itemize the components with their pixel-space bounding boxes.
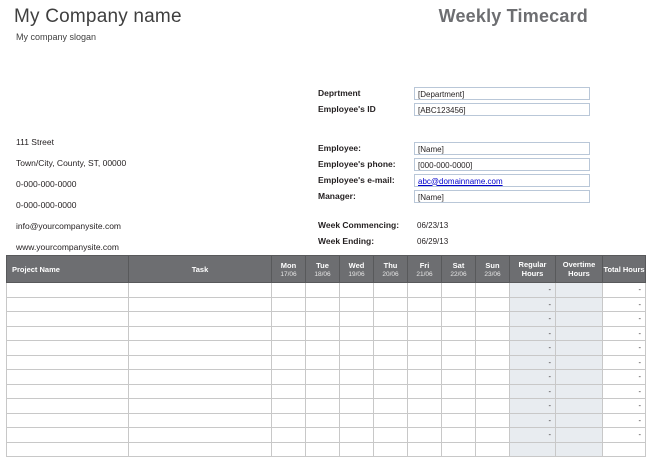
address-line: 111 Street xyxy=(16,137,54,147)
table-row xyxy=(7,370,646,385)
cell-day-hours[interactable] xyxy=(272,341,306,356)
page-title: Weekly Timecard xyxy=(438,6,588,26)
form-row xyxy=(316,141,590,155)
column-header xyxy=(556,256,603,283)
column-header xyxy=(476,256,510,283)
table-row xyxy=(7,326,646,341)
cell-day-hours[interactable] xyxy=(408,297,442,312)
cell-day-hours[interactable] xyxy=(374,442,408,457)
column-header xyxy=(7,256,129,283)
company-slogan: My company slogan xyxy=(16,32,97,42)
company-address-block xyxy=(16,138,126,264)
cell-project-name[interactable] xyxy=(7,341,129,356)
field-value-input[interactable]: 06/23/13 xyxy=(417,220,449,230)
timecard-table-wrapper xyxy=(6,255,645,457)
cell-day-hours[interactable] xyxy=(340,399,374,414)
cell-day-hours[interactable] xyxy=(340,326,374,341)
field-label: Employee's phone: xyxy=(318,159,396,169)
cell-day-hours[interactable] xyxy=(476,384,510,399)
cell-day-hours[interactable] xyxy=(442,399,476,414)
cell-day-hours[interactable] xyxy=(408,384,442,399)
column-header-label: Tue xyxy=(316,260,329,270)
cell-total-hours: - xyxy=(603,399,646,414)
cell-day-hours[interactable] xyxy=(476,355,510,370)
cell-day-hours[interactable] xyxy=(374,355,408,370)
column-header-label: Sat xyxy=(452,260,465,270)
cell-day-hours[interactable] xyxy=(476,297,510,312)
column-header xyxy=(306,256,340,283)
cell-task[interactable] xyxy=(129,297,272,312)
cell-day-hours[interactable] xyxy=(374,413,408,428)
cell-day-hours[interactable] xyxy=(340,355,374,370)
cell-project-name[interactable] xyxy=(7,442,129,457)
column-header-label: Wed xyxy=(348,260,365,270)
column-header-label: Project Name xyxy=(12,264,60,274)
address-line: 0-000-000-0000 xyxy=(16,179,77,189)
cell-task[interactable] xyxy=(129,399,272,414)
cell-total-hours: - xyxy=(603,370,646,385)
form-spacer xyxy=(316,205,590,216)
field-value-input[interactable]: [ABC123456] xyxy=(414,103,590,116)
column-header-date: 22/06 xyxy=(450,270,467,278)
cell-day-hours[interactable] xyxy=(408,370,442,385)
field-value-input[interactable]: [Name] xyxy=(414,190,590,203)
cell-day-hours[interactable] xyxy=(408,312,442,327)
form-row xyxy=(316,234,590,248)
form-row xyxy=(316,102,590,116)
cell-day-hours[interactable] xyxy=(408,413,442,428)
cell-day-hours[interactable] xyxy=(442,326,476,341)
cell-task[interactable] xyxy=(129,384,272,399)
form-row xyxy=(316,86,590,100)
cell-project-name[interactable] xyxy=(7,297,129,312)
cell-regular-hours xyxy=(510,442,556,457)
cell-overtime-hours[interactable] xyxy=(556,283,603,298)
cell-day-hours[interactable] xyxy=(442,297,476,312)
cell-task[interactable] xyxy=(129,341,272,356)
cell-task[interactable] xyxy=(129,428,272,443)
table-row xyxy=(7,283,646,298)
cell-regular-hours: - xyxy=(510,297,556,312)
field-label: Week Ending: xyxy=(318,236,375,246)
cell-overtime-hours[interactable] xyxy=(556,341,603,356)
cell-total-hours: - xyxy=(603,297,646,312)
cell-project-name[interactable] xyxy=(7,384,129,399)
table-row xyxy=(7,442,646,457)
field-value-input[interactable]: [Department] xyxy=(414,87,590,100)
cell-regular-hours: - xyxy=(510,341,556,356)
address-line: info@yourcompanysite.com xyxy=(16,221,122,231)
document-header xyxy=(0,0,600,62)
cell-task[interactable] xyxy=(129,355,272,370)
cell-day-hours[interactable] xyxy=(306,355,340,370)
cell-day-hours[interactable] xyxy=(442,312,476,327)
cell-total-hours: - xyxy=(603,341,646,356)
timecard-table-body xyxy=(7,283,646,457)
cell-overtime-hours[interactable] xyxy=(556,399,603,414)
column-header xyxy=(408,256,442,283)
cell-day-hours[interactable] xyxy=(408,355,442,370)
cell-project-name[interactable] xyxy=(7,428,129,443)
cell-day-hours[interactable] xyxy=(442,283,476,298)
cell-day-hours[interactable] xyxy=(374,384,408,399)
cell-day-hours[interactable] xyxy=(374,399,408,414)
cell-project-name[interactable] xyxy=(7,399,129,414)
cell-project-name[interactable] xyxy=(7,355,129,370)
form-row xyxy=(316,218,590,232)
address-line: 0-000-000-0000 xyxy=(16,200,77,210)
cell-day-hours[interactable] xyxy=(374,370,408,385)
cell-day-hours[interactable] xyxy=(374,341,408,356)
field-label: Employee: xyxy=(318,143,361,153)
cell-overtime-hours[interactable] xyxy=(556,384,603,399)
column-header-date: 19/06 xyxy=(348,270,365,278)
cell-day-hours[interactable] xyxy=(306,341,340,356)
column-header-label: Sun xyxy=(485,260,500,270)
cell-day-hours[interactable] xyxy=(476,312,510,327)
cell-total-hours xyxy=(603,442,646,457)
field-value-input[interactable]: [000-000-0000] xyxy=(414,158,590,171)
field-label: Deprtment xyxy=(318,88,361,98)
cell-day-hours[interactable] xyxy=(306,326,340,341)
cell-day-hours[interactable] xyxy=(306,442,340,457)
table-row xyxy=(7,384,646,399)
cell-task[interactable] xyxy=(129,370,272,385)
cell-day-hours[interactable] xyxy=(272,326,306,341)
column-header-label: Regular Hours xyxy=(518,260,547,278)
cell-day-hours[interactable] xyxy=(306,283,340,298)
cell-day-hours[interactable] xyxy=(374,312,408,327)
cell-regular-hours: - xyxy=(510,355,556,370)
cell-overtime-hours[interactable] xyxy=(556,370,603,385)
column-header-date: 21/06 xyxy=(416,270,433,278)
column-header xyxy=(442,256,476,283)
cell-overtime-hours[interactable] xyxy=(556,428,603,443)
timecard-table xyxy=(6,255,646,457)
cell-task[interactable] xyxy=(129,413,272,428)
cell-day-hours[interactable] xyxy=(340,384,374,399)
cell-task[interactable] xyxy=(129,442,272,457)
cell-project-name[interactable] xyxy=(7,283,129,298)
cell-day-hours[interactable] xyxy=(340,442,374,457)
cell-day-hours[interactable] xyxy=(272,355,306,370)
form-row xyxy=(316,157,590,171)
cell-total-hours: - xyxy=(603,428,646,443)
table-row xyxy=(7,355,646,370)
column-header-date: 17/06 xyxy=(280,270,297,278)
cell-day-hours[interactable] xyxy=(272,370,306,385)
cell-day-hours[interactable] xyxy=(374,428,408,443)
cell-day-hours[interactable] xyxy=(442,355,476,370)
cell-day-hours[interactable] xyxy=(340,370,374,385)
cell-day-hours[interactable] xyxy=(306,384,340,399)
cell-regular-hours: - xyxy=(510,428,556,443)
cell-day-hours[interactable] xyxy=(442,341,476,356)
cell-task[interactable] xyxy=(129,326,272,341)
cell-day-hours[interactable] xyxy=(442,370,476,385)
column-header xyxy=(374,256,408,283)
cell-day-hours[interactable] xyxy=(272,283,306,298)
department-form-block xyxy=(316,86,590,118)
column-header-date: 20/06 xyxy=(382,270,399,278)
cell-day-hours[interactable] xyxy=(340,413,374,428)
column-header-label: Mon xyxy=(280,260,297,270)
field-label: Employee's ID xyxy=(318,104,376,114)
column-header-date: 18/06 xyxy=(314,270,331,278)
cell-day-hours[interactable] xyxy=(476,442,510,457)
cell-overtime-hours[interactable] xyxy=(556,312,603,327)
cell-day-hours[interactable] xyxy=(340,341,374,356)
cell-total-hours: - xyxy=(603,312,646,327)
cell-day-hours[interactable] xyxy=(408,428,442,443)
timecard-table-head xyxy=(7,256,646,283)
cell-project-name[interactable] xyxy=(7,370,129,385)
cell-day-hours[interactable] xyxy=(442,384,476,399)
field-label: Employee's e-mail: xyxy=(318,175,395,185)
address-line: www.yourcompanysite.com xyxy=(16,242,119,252)
cell-day-hours[interactable] xyxy=(408,399,442,414)
cell-total-hours: - xyxy=(603,355,646,370)
cell-day-hours[interactable] xyxy=(408,326,442,341)
cell-day-hours[interactable] xyxy=(340,312,374,327)
cell-day-hours[interactable] xyxy=(374,297,408,312)
company-name: My Company name xyxy=(14,6,182,27)
cell-day-hours[interactable] xyxy=(340,283,374,298)
cell-day-hours[interactable] xyxy=(476,341,510,356)
cell-day-hours[interactable] xyxy=(374,326,408,341)
cell-day-hours[interactable] xyxy=(476,413,510,428)
cell-total-hours: - xyxy=(603,283,646,298)
cell-project-name[interactable] xyxy=(7,326,129,341)
table-row xyxy=(7,297,646,312)
column-header-label: Total Hours xyxy=(603,264,645,274)
column-header-label: Thu xyxy=(383,260,398,270)
cell-day-hours[interactable] xyxy=(306,312,340,327)
form-row xyxy=(316,189,590,203)
cell-day-hours[interactable] xyxy=(272,297,306,312)
table-row xyxy=(7,312,646,327)
cell-day-hours[interactable] xyxy=(306,428,340,443)
cell-overtime-hours[interactable] xyxy=(556,297,603,312)
form-row xyxy=(316,173,590,187)
cell-day-hours[interactable] xyxy=(476,428,510,443)
cell-total-hours: - xyxy=(603,326,646,341)
column-header xyxy=(340,256,374,283)
table-row xyxy=(7,428,646,443)
cell-day-hours[interactable] xyxy=(476,370,510,385)
field-label: Manager: xyxy=(318,191,356,201)
field-value-input[interactable]: abc@domainname.com xyxy=(414,174,590,187)
table-row xyxy=(7,413,646,428)
field-value-input[interactable]: [Name] xyxy=(414,142,590,155)
cell-total-hours: - xyxy=(603,384,646,399)
employee-form-block xyxy=(316,141,590,250)
cell-day-hours[interactable] xyxy=(442,413,476,428)
field-value-input[interactable]: 06/29/13 xyxy=(417,236,449,246)
cell-day-hours[interactable] xyxy=(272,384,306,399)
cell-day-hours[interactable] xyxy=(340,297,374,312)
cell-regular-hours: - xyxy=(510,312,556,327)
table-row xyxy=(7,341,646,356)
cell-total-hours: - xyxy=(603,413,646,428)
cell-day-hours[interactable] xyxy=(272,399,306,414)
address-line: Town/City, County, ST, 00000 xyxy=(16,158,127,168)
cell-task[interactable] xyxy=(129,312,272,327)
column-header xyxy=(272,256,306,283)
cell-overtime-hours[interactable] xyxy=(556,413,603,428)
table-row xyxy=(7,399,646,414)
cell-day-hours[interactable] xyxy=(408,442,442,457)
table-header-row xyxy=(7,256,646,283)
cell-regular-hours: - xyxy=(510,283,556,298)
cell-overtime-hours[interactable] xyxy=(556,442,603,457)
cell-day-hours[interactable] xyxy=(442,442,476,457)
cell-day-hours[interactable] xyxy=(476,399,510,414)
cell-day-hours[interactable] xyxy=(306,370,340,385)
cell-day-hours[interactable] xyxy=(476,326,510,341)
field-label: Week Commencing: xyxy=(318,220,400,230)
cell-day-hours[interactable] xyxy=(408,341,442,356)
cell-overtime-hours[interactable] xyxy=(556,326,603,341)
cell-regular-hours: - xyxy=(510,399,556,414)
cell-day-hours[interactable] xyxy=(306,413,340,428)
column-header-label: Overtime Hours xyxy=(562,260,596,278)
cell-project-name[interactable] xyxy=(7,413,129,428)
cell-overtime-hours[interactable] xyxy=(556,355,603,370)
cell-day-hours[interactable] xyxy=(306,297,340,312)
cell-day-hours[interactable] xyxy=(442,428,476,443)
cell-day-hours[interactable] xyxy=(272,413,306,428)
cell-regular-hours: - xyxy=(510,326,556,341)
cell-day-hours[interactable] xyxy=(272,312,306,327)
cell-day-hours[interactable] xyxy=(340,428,374,443)
cell-project-name[interactable] xyxy=(7,312,129,327)
column-header-date: 23/06 xyxy=(484,270,501,278)
cell-day-hours[interactable] xyxy=(272,428,306,443)
column-header-label: Fri xyxy=(419,260,430,270)
cell-task[interactable] xyxy=(129,283,272,298)
cell-day-hours[interactable] xyxy=(408,283,442,298)
cell-regular-hours: - xyxy=(510,384,556,399)
column-header xyxy=(510,256,556,283)
cell-day-hours[interactable] xyxy=(476,283,510,298)
cell-regular-hours: - xyxy=(510,370,556,385)
column-header xyxy=(129,256,272,283)
column-header-label: Task xyxy=(191,264,209,274)
column-header xyxy=(603,256,646,283)
cell-day-hours[interactable] xyxy=(306,399,340,414)
cell-day-hours[interactable] xyxy=(374,283,408,298)
cell-regular-hours: - xyxy=(510,413,556,428)
cell-day-hours[interactable] xyxy=(272,442,306,457)
